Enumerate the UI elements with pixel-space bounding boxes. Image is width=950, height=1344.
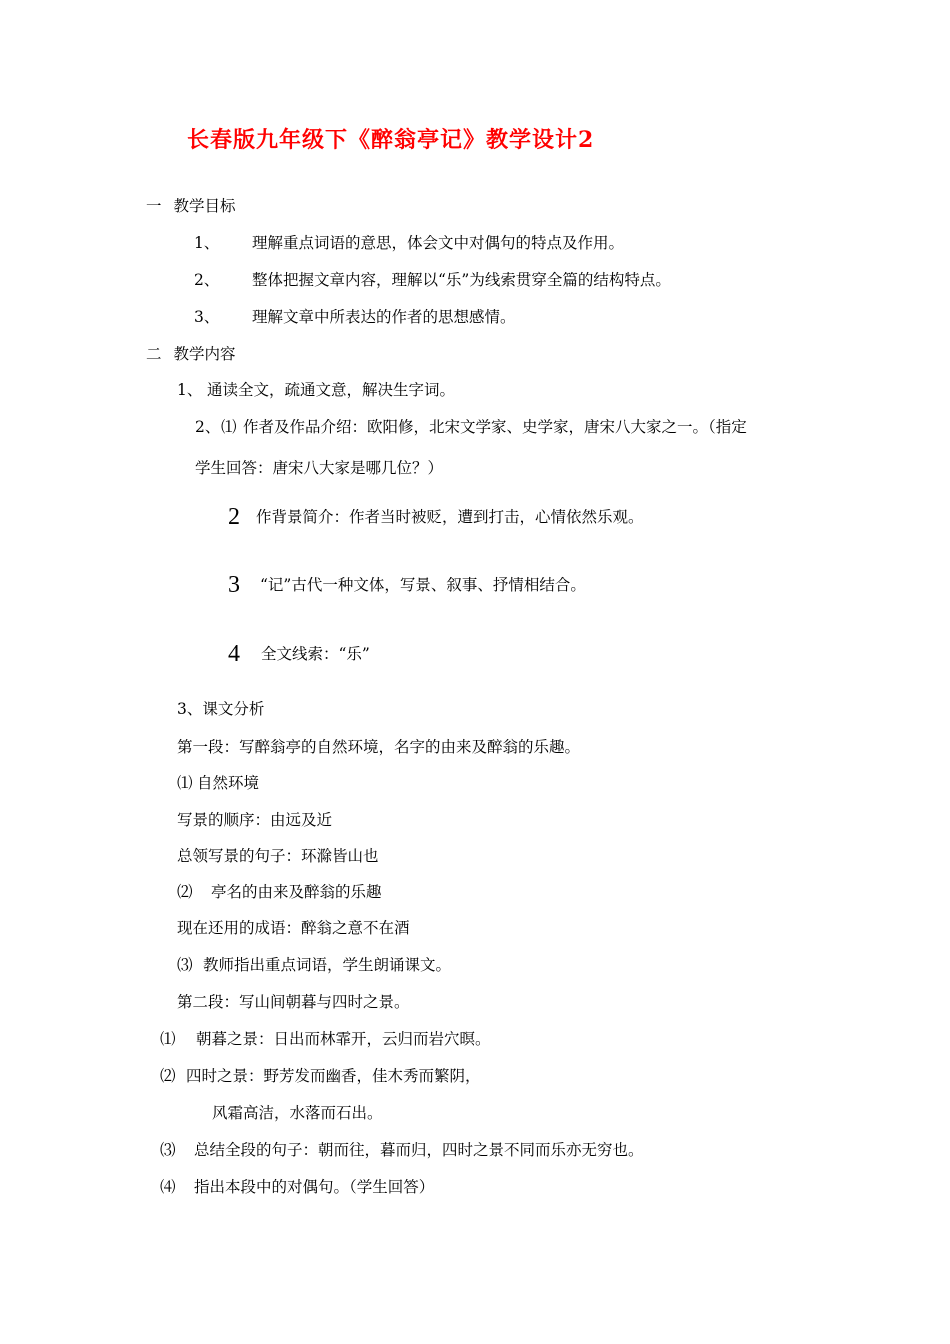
item-number: 2、	[195, 418, 221, 436]
item-number: 2、	[194, 271, 220, 289]
lead-sentence: 总领写景的句子：环滁皆山也	[177, 847, 379, 865]
document-title: 长春版九年级下《醉翁亭记》教学设计2	[187, 127, 595, 153]
item-number: ⑶	[160, 1141, 176, 1159]
content-item-1	[177, 380, 455, 400]
background-point	[228, 641, 370, 667]
item-text: 指出本段中的对偶句。（学生回答）	[194, 1178, 435, 1196]
item-text: 整体把握文章内容，理解以“乐”为线索贯穿全篇的结构特点。	[252, 271, 671, 289]
content-item-2-continued: 学生回答：唐宋八大家是哪几位？）	[195, 459, 444, 477]
point-text: 教师指出重点词语，学生朗诵课文。	[203, 956, 452, 974]
item-number: 1、	[194, 234, 220, 252]
point-number: ⑶	[177, 956, 193, 974]
section-heading-objectives	[146, 196, 236, 216]
item-number: ⑵	[160, 1067, 176, 1085]
paragraph-1-point-3	[177, 955, 451, 975]
item-text: 作者及作品介绍：欧阳修，北宋文学家、史学家，唐宋八大家之一。（指定	[243, 418, 747, 436]
point-text: 亭名的由来及醉翁的乐趣	[211, 883, 382, 901]
objective-item	[194, 307, 516, 327]
point-text: “记”古代一种文体，写景、叙事、抒情相结合。	[260, 576, 586, 594]
paragraph-2-item	[160, 1029, 491, 1049]
section-number: 一	[146, 197, 162, 215]
section-title: 教学目标	[173, 197, 236, 215]
point-number: ⑴	[177, 774, 193, 792]
paragraph-1-title: 第一段：写醉翁亭的自然环境，名字的由来及醉翁的乐趣。	[177, 738, 581, 756]
paragraph-2-item	[160, 1066, 481, 1086]
paragraph-2-item-continued: 风霜高洁，水落而石出。	[212, 1104, 383, 1122]
point-text: 作背景简介：作者当时被贬，遭到打击，心情依然乐观。	[256, 508, 644, 526]
item-text: 四时之景：野芳发而幽香，佳木秀而繁阴，	[186, 1067, 481, 1085]
item-text: 理解重点词语的意思，体会文中对偶句的特点及作用。	[252, 234, 625, 252]
paragraph-2-title: 第二段：写山间朝暮与四时之景。	[177, 993, 410, 1011]
point-number: 4	[228, 641, 240, 667]
item-text: 总结全段的句子：朝而往，暮而归，四时之景不同而乐亦无穷也。	[194, 1141, 644, 1159]
analysis-heading: 3、课文分析	[177, 700, 265, 718]
objective-item	[194, 270, 671, 290]
paragraph-1-point-2	[177, 882, 382, 902]
sub-number: ⑴	[221, 418, 237, 436]
item-number: ⑷	[160, 1178, 176, 1196]
item-text: 朝暮之景：日出而林霏开，云归而岩穴暝。	[196, 1030, 491, 1048]
objective-item	[194, 233, 624, 253]
point-number: 3	[228, 572, 240, 598]
section-number: 二	[146, 345, 162, 363]
point-text: 自然环境	[197, 774, 260, 792]
paragraph-1-point-1	[177, 773, 259, 793]
idiom-line: 现在还用的成语：醉翁之意不在酒	[177, 919, 410, 937]
point-number: 2	[228, 504, 240, 530]
point-number: ⑵	[177, 883, 193, 901]
content-item-2	[195, 417, 747, 437]
item-text: 理解文章中所表达的作者的思想感情。	[252, 308, 516, 326]
background-point	[228, 572, 586, 598]
paragraph-2-item	[160, 1177, 434, 1197]
background-point	[228, 504, 644, 530]
item-number: ⑴	[160, 1030, 176, 1048]
item-number: 1、	[177, 381, 203, 399]
scene-order: 写景的顺序：由远及近	[177, 811, 333, 829]
item-number: 3、	[194, 308, 220, 326]
section-title: 教学内容	[173, 345, 236, 363]
section-heading-content	[146, 344, 236, 364]
paragraph-2-item	[160, 1140, 644, 1160]
item-text: 通读全文，疏通文意，解决生字词。	[207, 381, 456, 399]
point-text: 全文线索：“乐”	[261, 645, 370, 663]
